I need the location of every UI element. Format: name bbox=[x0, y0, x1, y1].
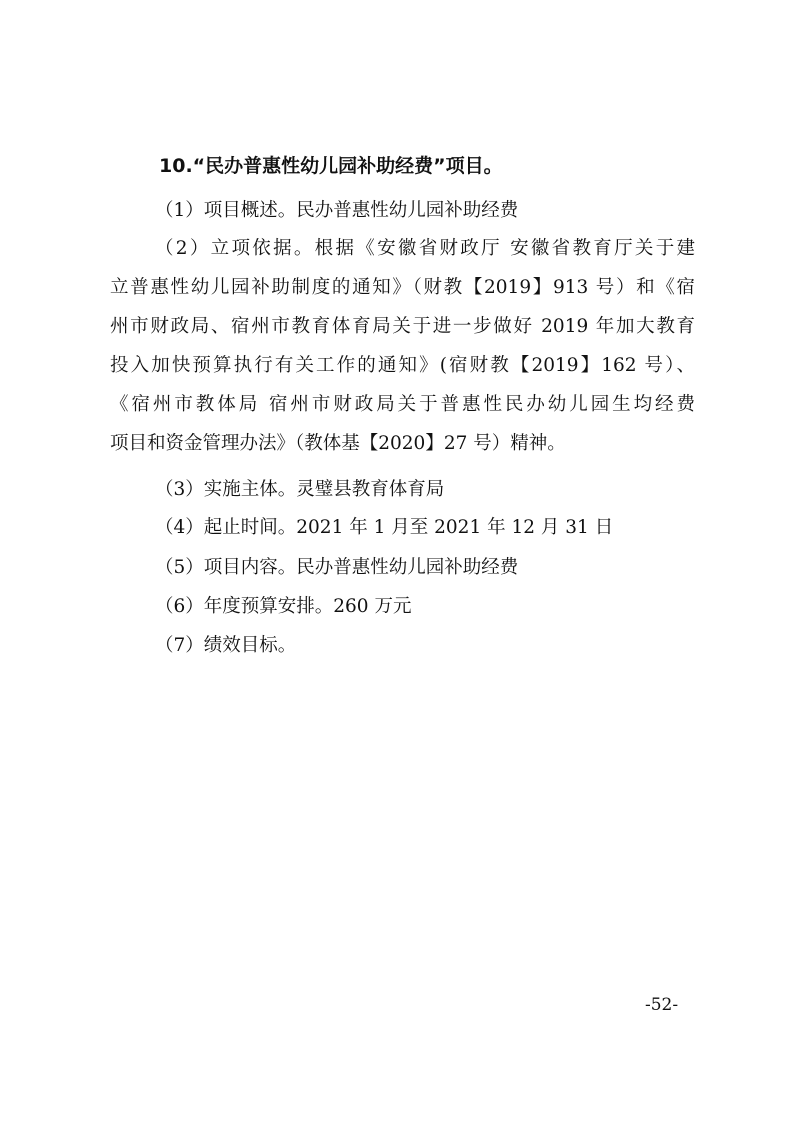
project-overview: （1）项目概述。民办普惠性幼儿园补助经费 bbox=[155, 200, 519, 221]
project-basis-line-5: 《宿州市教体局 宿州市财政局关于普惠性民办幼儿园生均经费 bbox=[110, 394, 695, 415]
page-number: -52- bbox=[645, 995, 679, 1015]
project-content: （5）项目内容。民办普惠性幼儿园补助经费 bbox=[155, 557, 519, 578]
section-heading: 10.“民办普惠性幼儿园补助经费”项目。 bbox=[159, 155, 503, 177]
project-period: （4）起止时间。2021 年 1 月至 2021 年 12 月 31 日 bbox=[155, 517, 614, 538]
performance-goals: （7）绩效目标。 bbox=[155, 635, 297, 656]
project-basis-line-6: 项目和资金管理办法》（教体基【2020】27 号）精神。 bbox=[110, 433, 566, 454]
project-implementer: （3）实施主体。灵璧县教育体育局 bbox=[155, 479, 445, 500]
annual-budget: （6）年度预算安排。260 万元 bbox=[155, 596, 412, 617]
project-basis-line-4: 投入加快预算执行有关工作的通知》(宿财教【2019】162 号）、 bbox=[110, 355, 695, 376]
project-basis-line-3: 州市财政局、宿州市教育体育局关于进一步做好 2019 年加大教育 bbox=[110, 316, 695, 337]
project-basis-line-1: （2）立项依据。根据《安徽省财政厅 安徽省教育厅关于建 bbox=[155, 238, 695, 259]
project-basis-line-2: 立普惠性幼儿园补助制度的通知》（财教【2019】913 号）和《宿 bbox=[110, 277, 695, 298]
